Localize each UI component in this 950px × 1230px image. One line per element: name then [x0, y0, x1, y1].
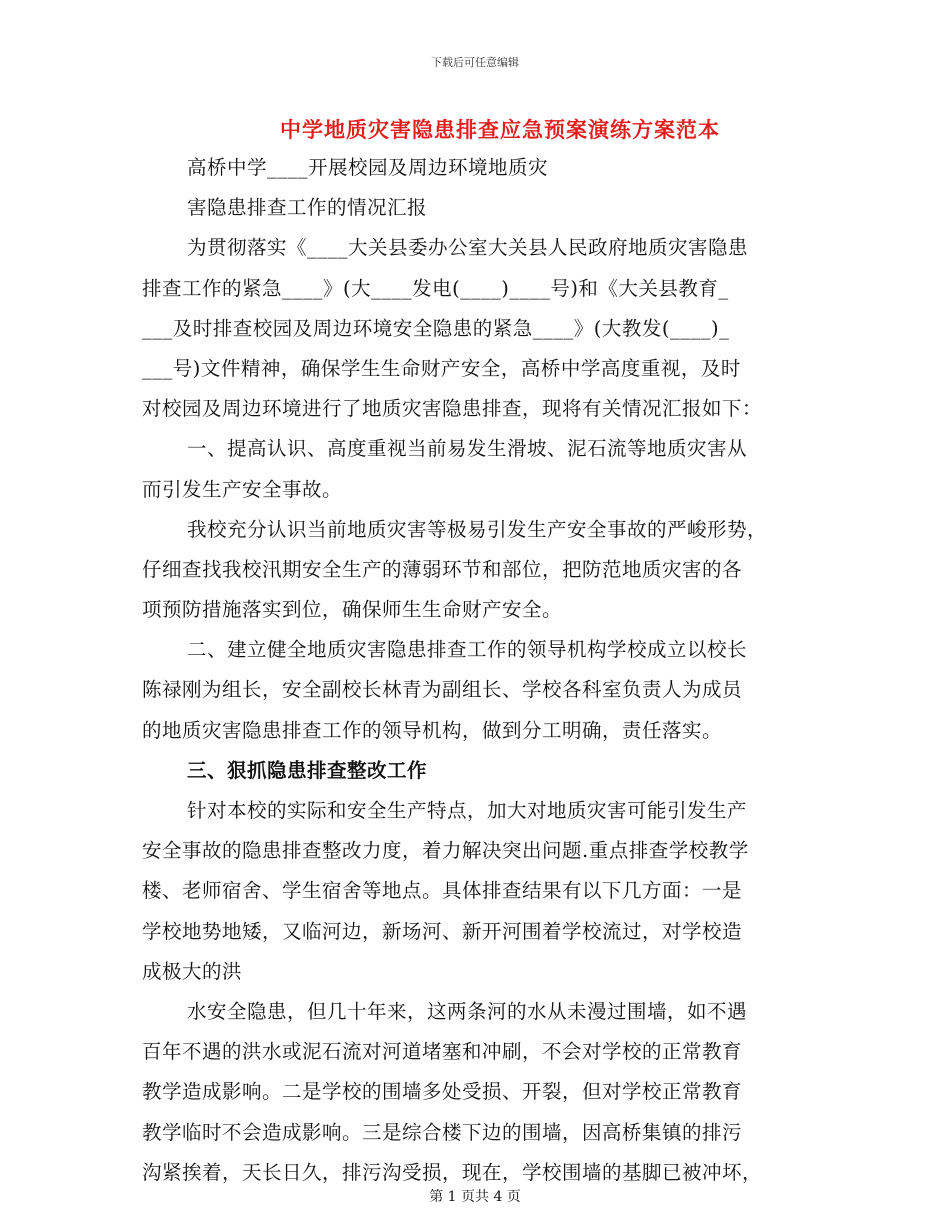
body-line: 教学造成影响。二是学校的围墙多处受损、开裂，但对学校正常教育 — [142, 1080, 743, 1104]
body-line: 安全事故的隐患排查整改力度，着力解决突出问题.重点排查学校教学 — [142, 839, 749, 863]
body-line: 排查工作的紧急____》(大____发电(____)____号)和《大关县教育_ — [142, 276, 729, 300]
body-line: ___号)文件精神，确保学生生命财产安全，高桥中学高度重视，及时 — [142, 356, 741, 380]
body-line: 楼、老师宿舍、学生宿舍等地点。具体排查结果有以下几方面：一是 — [142, 879, 743, 903]
page-footer: 第 1 页共 4 页 — [429, 1189, 521, 1205]
body-line: 成极大的洪 — [142, 959, 243, 983]
section-heading: 三、狠抓隐患排查整改工作 — [187, 758, 428, 782]
header-note: 下载后可任意编辑 — [431, 56, 519, 69]
body-line: ___及时排查校园及周边环境安全隐患的紧急____》(大教发(____)_ — [142, 316, 730, 340]
body-line: 陈禄刚为组长，安全副校长林青为副组长、学校各科室负责人为成员 — [142, 678, 743, 702]
body-line: 而引发生产安全事故。 — [142, 477, 343, 501]
body-line: 为贯彻落实《____大关县委办公室大关县人民政府地质灾害隐患 — [187, 236, 749, 260]
body-line: 教学临时不会造成影响。三是综合楼下边的围墙，因高桥集镇的排污 — [142, 1120, 743, 1144]
body-line: 对校园及周边环境进行了地质灾害隐患排查，现将有关情况汇报如下： — [142, 397, 763, 421]
body-line: 高桥中学____开展校园及周边环境地质灾 — [187, 156, 549, 179]
document-title: 中学地质灾害隐患排查应急预案演练方案范本 — [280, 117, 720, 142]
body-line: 项预防措施落实到位，确保师生生命财产安全。 — [142, 598, 563, 622]
body-line: 水安全隐患，但几十年来，这两条河的水从未漫过围墙，如不遇 — [187, 999, 748, 1023]
body-line: 一、提高认识、高度重视当前易发生滑坡、泥石流等地质灾害从 — [187, 437, 748, 461]
body-line: 百年不遇的洪水或泥石流对河道堵塞和冲刷，不会对学校的正常教育 — [142, 1040, 743, 1064]
document-body — [142, 148, 810, 1193]
body-line: 学校地势地矮，又临河边，新场河、新开河围着学校流过，对学校造 — [142, 919, 743, 943]
body-line: 针对本校的实际和安全生产特点，加大对地质灾害可能引发生产 — [187, 799, 748, 822]
body-line: 沟紧挨着，天长日久，排污沟受损，现在，学校围墙的基脚已被冲坏， — [142, 1160, 763, 1184]
body-line: 害隐患排查工作的情况汇报 — [187, 196, 428, 220]
body-line: 的地质灾害隐患排查工作的领导机构，做到分工明确，责任落实。 — [142, 718, 723, 742]
body-line: 我校充分认识当前地质灾害等极易引发生产安全事故的严峻形势， — [187, 517, 768, 541]
body-line: 二、建立健全地质灾害隐患排查工作的领导机构学校成立以校长 — [187, 638, 748, 662]
body-line: 仔细查找我校汛期安全生产的薄弱环节和部位，把防范地质灾害的各 — [142, 557, 743, 581]
